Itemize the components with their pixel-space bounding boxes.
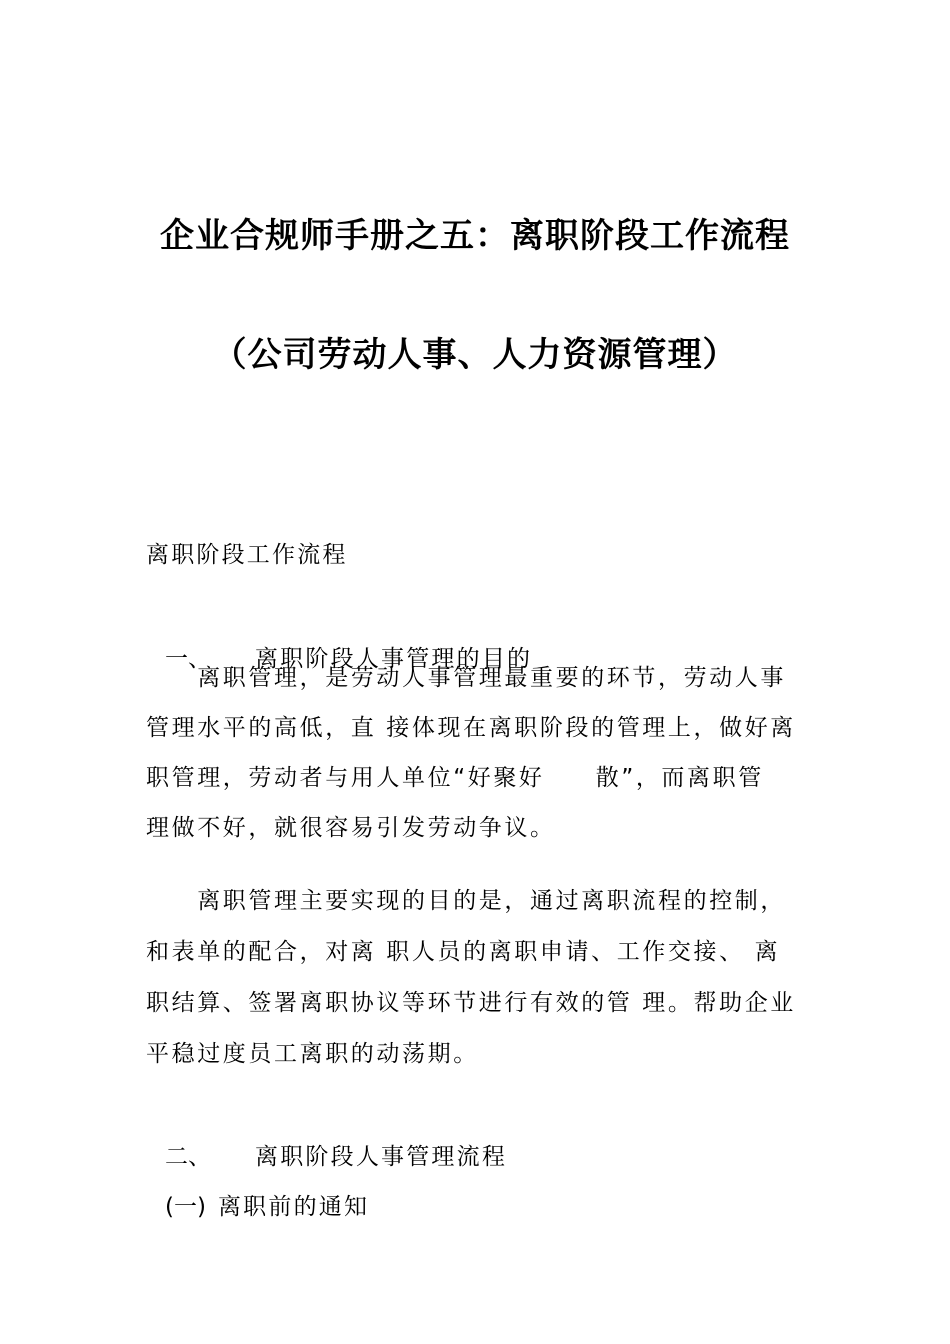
paragraph-line: 平稳过度员工离职的动荡期。 [146,1041,479,1067]
subsection-number: (一) [165,1194,206,1220]
paragraph-line: 离职管理，是劳动人事管理最重要的环节，劳动人事 [146,665,786,691]
paragraph-line: 职结算、签署离职协议等环节进行有效的管 理。帮助企业 [146,990,796,1016]
section-2-title: 离职阶段人事管理流程 [255,1144,508,1170]
subsection-title: 离职前的通知 [217,1194,370,1220]
section-2-number: 二、 [165,1144,212,1170]
paragraph-line: 职管理，劳动者与用人单位“好聚好 散”，而离职管 [146,765,764,791]
section-heading: 离职阶段工作流程 [146,542,348,568]
document-subtitle: （公司劳动人事、人力资源管理） [212,335,738,375]
subsection-heading [146,1162,369,1222]
document-title: 企业合规师手册之五：离职阶段工作流程 [160,216,790,256]
paragraph-line: 离职管理主要实现的目的是，通过离职流程的控制， [146,888,786,914]
section-1-title: 离职阶段人事管理的目的 [255,646,533,672]
paragraph-line: 和表单的配合，对离 职人员的离职申请、工作交接、 离 [146,939,781,965]
section-1-number: 一、 [165,646,212,672]
paragraph-line: 管理水平的高低，直 接体现在离职阶段的管理上，做好离 [146,715,796,741]
paragraph-line: 理做不好，就很容易引发劳动争议。 [146,815,556,841]
